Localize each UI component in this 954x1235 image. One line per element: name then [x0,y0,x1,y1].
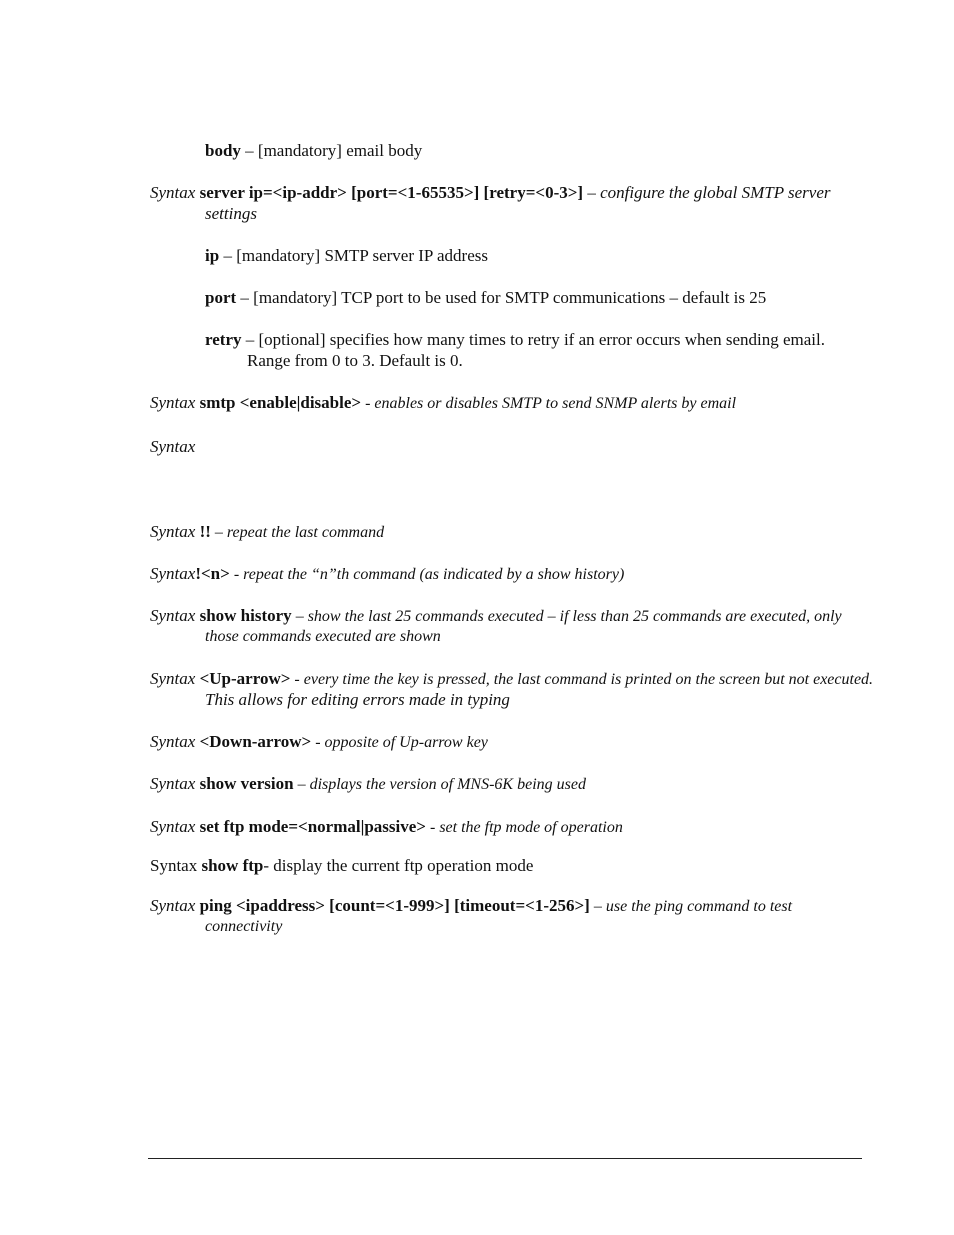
command-desc-cont: those commands executed are shown [205,628,441,645]
syntax-repeat-last [150,521,384,543]
syntax-show-ftp [150,855,533,876]
command-desc: - set the ftp mode of operation [425,819,623,836]
command-desc: - enables or disables SMTP to send SNMP alerts by email [361,395,737,412]
syntax-label: Syntax [150,817,196,836]
syntax-label: Syntax [150,606,196,625]
syntax-show-history [150,605,842,627]
command-desc: – configure the global SMTP server [583,183,831,202]
param-desc: – [mandatory] SMTP server IP address [219,246,488,265]
command-text: show history [199,606,292,625]
syntax-smtp [150,392,736,414]
syntax-empty [150,436,195,457]
command-desc-cont: settings [205,204,257,223]
syntax-up-arrow [150,668,873,690]
param-retry [205,329,825,350]
syntax-label: Syntax [150,732,196,751]
syntax-label: Syntax [150,564,196,583]
param-name: retry [205,330,242,349]
param-ip [205,245,488,266]
command-text: <Down-arrow> [199,732,312,751]
syntax-label: Syntax [150,856,198,875]
param-port [205,287,766,308]
syntax-label: Syntax [150,774,196,793]
command-desc: – show the last 25 commands executed – if less than 25 commands are executed, only [291,608,842,625]
param-desc: – [mandatory] email body [240,141,423,160]
syntax-label: Syntax [150,522,196,541]
command-desc: - opposite of Up-arrow key [311,734,488,751]
command-desc: – use the ping command to test [589,898,793,915]
command-desc: – displays the version of MNS-6K being used [293,776,586,793]
syntax-server [150,182,831,203]
param-desc: – [mandatory] TCP port to be used for SMTP communications – default is 25 [236,288,767,307]
syntax-label: Syntax [150,183,196,202]
command-desc: – repeat the last command [210,524,385,541]
syntax-show-version [150,773,586,795]
syntax-repeat-nth [150,563,624,585]
param-body [205,140,422,161]
command-desc: - repeat the “n”th command (as indicated by a show history) [229,566,625,583]
command-text: smtp <enable|disable> [199,393,362,412]
command-text: server ip=<ip-addr> [port=<1-65535>] [retry=<0-3>] [199,183,584,202]
syntax-label: Syntax [150,393,196,412]
syntax-label: Syntax [150,896,196,915]
command-desc: - every time the key is pressed, the last command is printed on the screen but not executed. [290,671,874,688]
syntax-ping [150,895,792,917]
command-text: !<n> [195,564,230,583]
param-desc-cont: Range from 0 to 3. Default is 0. [247,351,463,370]
syntax-label: Syntax [150,669,196,688]
command-text: !! [199,522,211,541]
syntax-label: Syntax [150,437,196,456]
command-text: show version [199,774,294,793]
footer-rule [148,1158,862,1159]
command-desc-cont: connectivity [205,918,283,935]
param-name: ip [205,246,220,265]
syntax-set-ftp-mode [150,816,623,838]
param-name: body [205,141,241,160]
param-desc: – [optional] specifies how many times to retry if an error occurs when sending email. [241,330,825,349]
syntax-down-arrow [150,731,488,753]
command-desc: - display the current ftp operation mode [263,856,534,875]
param-name: port [205,288,237,307]
command-desc-cont: This allows for editing errors made in typing [205,690,510,709]
command-text: show ftp [201,856,264,875]
command-text: <Up-arrow> [199,669,291,688]
command-text: ping <ipaddress> [count=<1-999>] [timeout=<1-256>] [199,896,590,915]
command-text: set ftp mode=<normal|passive> [199,817,426,836]
